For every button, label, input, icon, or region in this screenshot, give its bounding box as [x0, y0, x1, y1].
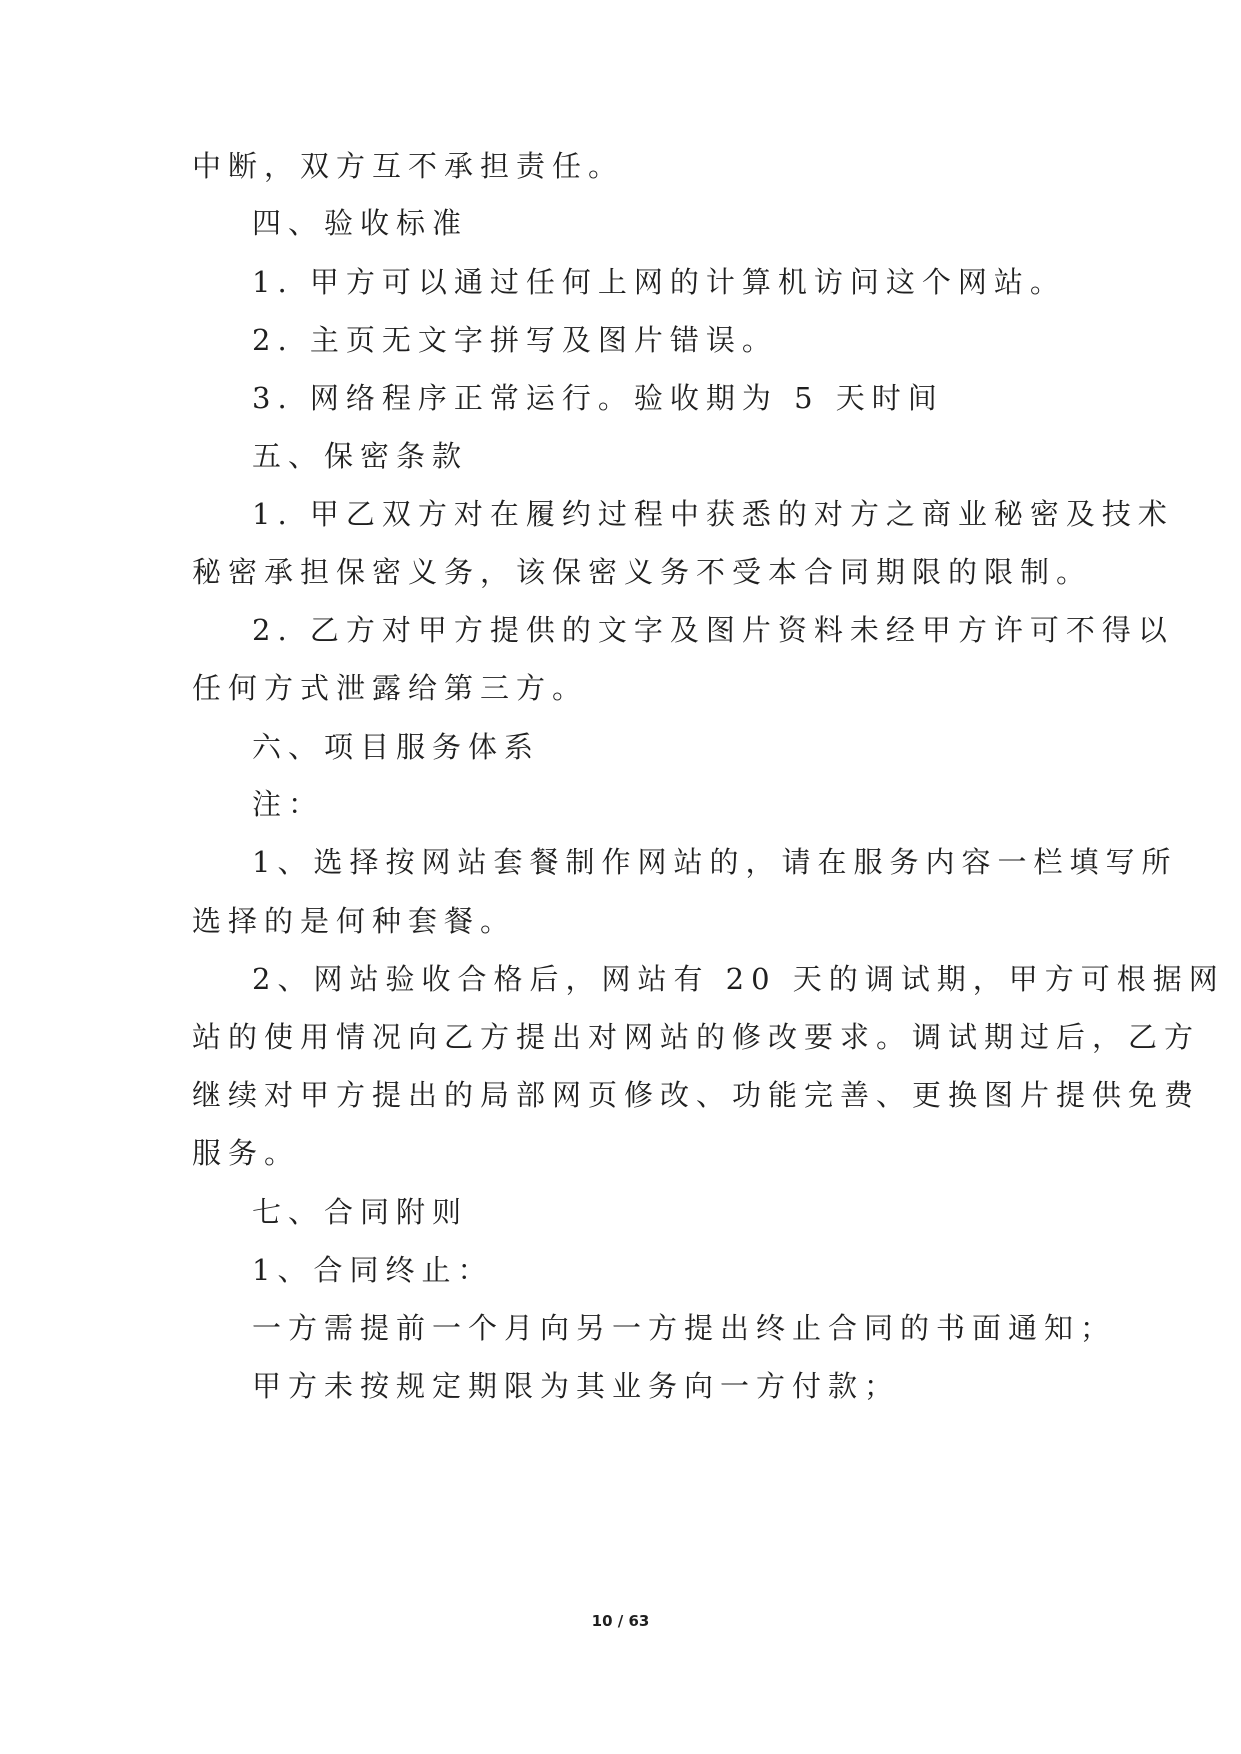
text-line: 服务。 [192, 1136, 301, 1170]
note-label: 注： [252, 787, 325, 821]
text-line: 一方需提前一个月向另一方提出终止合同的书面通知； [252, 1311, 1117, 1345]
text-line: 秘密承担保密义务，该保密义务不受本合同期限的限制。 [192, 555, 1093, 589]
text-line: 1、合同终止： [252, 1253, 494, 1287]
text-line: 1. 甲方可以通过任何上网的计算机访问这个网站。 [252, 265, 1066, 299]
text-line: 中断，双方互不承担责任。 [192, 149, 625, 183]
text-line: 1、选择按网站套餐制作网站的，请在服务内容一栏填写所 [252, 845, 1178, 879]
page-number: 10 / 63 [591, 1612, 650, 1630]
text-line: 任何方式泄露给第三方。 [192, 671, 589, 705]
text-line: 继续对甲方提出的局部网页修改、功能完善、更换图片提供免费 [192, 1078, 1201, 1112]
text-line: 选择的是何种套餐。 [192, 904, 517, 938]
section-heading-service: 六、项目服务体系 [252, 730, 541, 764]
text-line: 1. 甲乙双方对在履约过程中获悉的对方之商业秘密及技术 [252, 497, 1174, 531]
text-line: 2、网站验收合格后，网站有 20 天的调试期，甲方可根据网 [252, 962, 1225, 996]
text-line: 3. 网络程序正常运行。验收期为 5 天时间 [252, 381, 944, 415]
text-line: 甲方未按规定期限为其业务向一方付款； [252, 1369, 901, 1403]
text-line: 2. 乙方对甲方提供的文字及图片资料未经甲方许可不得以 [252, 613, 1174, 647]
text-line: 2. 主页无文字拼写及图片错误。 [252, 323, 778, 357]
section-heading-acceptance: 四、验收标准 [252, 206, 469, 240]
section-heading-confidentiality: 五、保密条款 [252, 439, 469, 473]
text-line: 站的使用情况向乙方提出对网站的修改要求。调试期过后，乙方 [192, 1020, 1201, 1054]
section-heading-appendix: 七、合同附则 [252, 1195, 469, 1229]
